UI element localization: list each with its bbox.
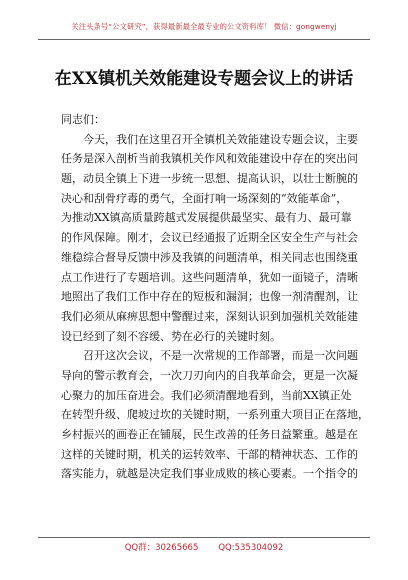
paragraph-line: 题，动员全镇上下进一步统一思想、提高认识，以壮士断腕的 [61, 172, 358, 186]
paragraph-line: 心聚力的加压奋进会。我们必须清醒地看到，当前XX镇正处 [61, 388, 352, 402]
paragraph-line: 任务是深入剖析当前我镇机关作风和效能建设中存在的突出问 [61, 152, 358, 166]
paragraph-line: 地照出了我们工作中存在的短板和漏洞；也像一剂清醒剂，让 [61, 290, 358, 304]
paragraph-line: 我们必须从麻痹思想中警醒过来，深刻认识到加强机关效能建 [61, 309, 358, 323]
paragraph-line: 今天，我们在这里召开全镇机关效能建设专题会议，主要 [83, 132, 358, 146]
document-body [61, 110, 369, 484]
paragraph-line: 维稳综合督导反馈中涉及我镇的问题清单，相关同志也围绕重 [61, 250, 358, 264]
paragraph-line: 落实能力，就越是决定我们事业成败的核心要素。一个指令的 [61, 467, 358, 481]
paragraph-line: 在转型升级、爬坡过坎的关键时期，一系列重大项目正在落地， [61, 408, 369, 422]
qq-group-label: QQ群：30265665 [124, 543, 199, 553]
paragraph-line: 决心和刮骨疗毒的勇气，全面打响一场深刻的“效能革命”， [61, 191, 348, 205]
paragraph-line: 的作风保障。刚才，会议已经通报了近期全区安全生产与社会 [61, 231, 358, 245]
footer-contact [0, 541, 408, 553]
paragraph-line: 这样的关键时期，机关的运转效率、干部的精神状态、工作的 [61, 447, 358, 461]
paragraph-line: 设已经到了刻不容缓、势在必行的关键时刻。 [61, 329, 281, 343]
footer-divider [38, 537, 370, 538]
header-banner: 关注头条号“公文研究”，获得最新最全最专业的公文资料库！ 微信：gongwenyj [71, 22, 337, 31]
paragraph-line: 导向的警示教育会，一次刀刃向内的自我革命会，更是一次凝 [61, 368, 358, 382]
document-title: 在XX镇机关效能建设专题会议上的讲话 [54, 69, 354, 89]
qq-label: QQ:535304092 [218, 543, 284, 553]
paragraph-line: 召开这次会议，不是一次常规的工作部署，而是一次问题 [83, 349, 358, 363]
salutation: 同志们： [61, 113, 105, 126]
header-divider [38, 39, 370, 40]
paragraph-line: 点工作进行了专题培训。这些问题清单，犹如一面镜子，清晰 [61, 270, 358, 284]
paragraph-line: 乡村振兴的画卷正在铺展，民生改善的任务日益繁重。越是在 [61, 428, 358, 441]
paragraph-line: 为推动XX镇高质量跨越式发展提供最坚实、最有力、最可靠 [61, 211, 352, 225]
